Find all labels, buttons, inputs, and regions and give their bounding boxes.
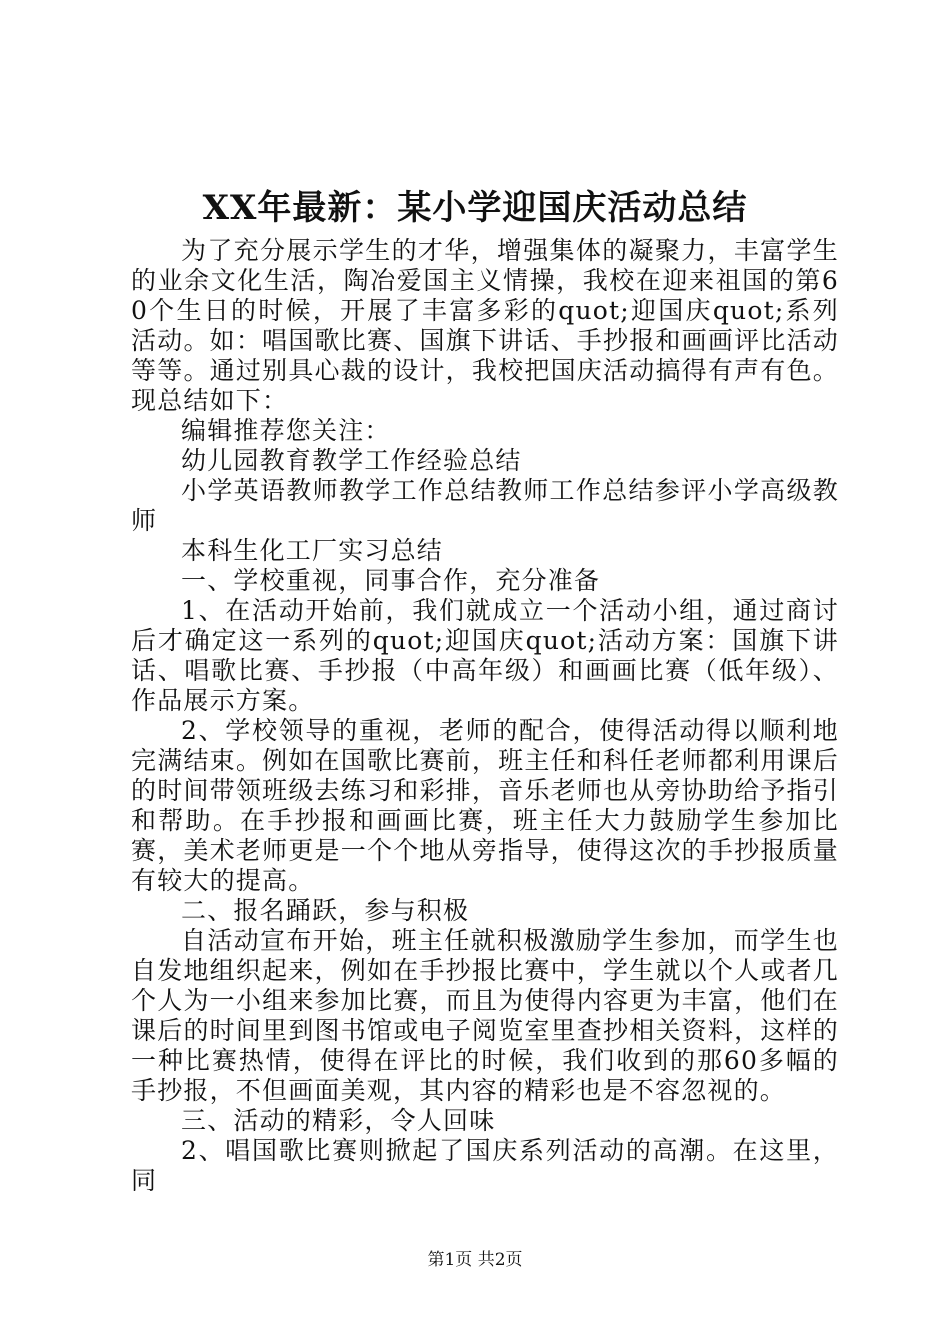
document-title: XX年最新：某小学迎国庆活动总结	[202, 188, 748, 228]
section-heading-3: 三、活动的精彩，令人回味	[181, 1106, 496, 1135]
recommended-link-2: 小学英语教师教学工作总结教师工作总结参评小学高级教师	[131, 476, 839, 535]
paragraph-item-2: 2、学校领导的重视，老师的配合，使得活动得以顺利地完满结束。例如在国歌比赛前，班主任和科任老师都利用课后的时间带领班级去练习和彩排，音乐老师也从旁协助给予指引和帮助。在手抄报和画画比赛，班主任大力鼓励学生参加比赛，美术老师更是一个个地从旁指导，使得这次的手抄报质量有较大的提高。	[131, 716, 839, 895]
paragraph-item-1: 1、在活动开始前，我们就成立一个活动小组，通过商讨后才确定这一系列的quot;迎国庆quot;活动方案：国旗下讲话、唱歌比赛、手抄报（中高年级）和画画比赛（低年级）、作品展示方案。	[131, 596, 839, 715]
paragraph-participation: 自活动宣布开始，班主任就积极激励学生参加，而学生也自发地组织起来，例如在手抄报比赛中，学生就以个人或者几个人为一小组来参加比赛，而且为使得内容更为丰富，他们在课后的时间里到图书馆或电子阅览室里查抄相关资料，这样的一种比赛热情，使得在评比的时候，我们收到的那60多幅的手抄报，不但画面美观，其内容的精彩也是不容忽视的。	[131, 926, 839, 1105]
recommended-link-1: 幼儿园教育教学工作经验总结	[181, 446, 522, 475]
recommended-link-3: 本科生化工厂实习总结	[181, 536, 444, 565]
paragraph-anthem-contest: 2、唱国歌比赛则掀起了国庆系列活动的高潮。在这里，同	[131, 1136, 839, 1195]
document-body	[131, 236, 839, 1196]
paragraph-intro: 为了充分展示学生的才华，增强集体的凝聚力，丰富学生的业余文化生活，陶冶爱国主义情操，我校在迎来祖国的第60个生日的时候，开展了丰富多彩的quot;迎国庆quot;系列活动。如：唱国歌比赛、国旗下讲话、手抄报和画画评比活动等等。通过别具心裁的设计，我校把国庆活动搞得有声有色。现总结如下：	[131, 236, 839, 415]
section-heading-1: 一、学校重视，同事合作，充分准备	[181, 566, 601, 595]
page-number-footer: 第1页 共2页	[427, 1250, 523, 1270]
paragraph-recommend-heading: 编辑推荐您关注：	[181, 416, 391, 445]
section-heading-2: 二、报名踊跃，参与积极	[181, 896, 470, 925]
